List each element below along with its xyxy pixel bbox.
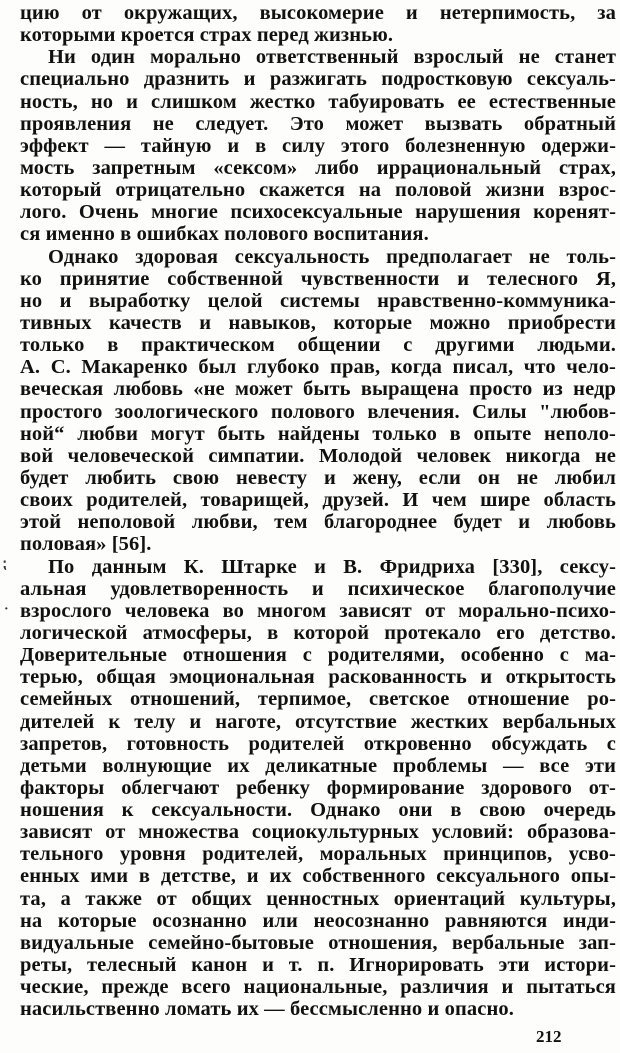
text-line: семейных отношений, терпимое, светское отношение ро- (20, 688, 616, 711)
text-line: который отрицательно скажется на половой жизни взрос- (20, 179, 616, 202)
text-line: А. С. Макаренко был глубоко прав, когда писал, что чело- (20, 356, 616, 379)
text-line: ко принятие собственной чувственности и телесного Я, (20, 267, 616, 290)
text-line: этой неполовой любви, тем благороднее будет и любовь (20, 511, 616, 534)
text-line: будет любить свою невесту и жену, если он не любил (20, 466, 616, 489)
page-number: 212 (536, 1027, 562, 1046)
text-line: дителей к телу и наготе, отсутствие жестких вербальных (20, 710, 616, 733)
text-line: насильственно ломать их — бессмысленно и опасно. (20, 998, 514, 1021)
text-line: детьми волнующие их деликатные проблемы — все эти (20, 754, 616, 777)
text-line: Однако здоровая сексуальность предполагает не толь- (48, 245, 616, 268)
text-line: ношения к сексуальности. Однако они в свою очередь (20, 799, 616, 822)
text-line: Доверительные отношения с родителями, особенно с ма- (20, 644, 616, 667)
body-text (20, 2, 616, 1020)
text-line: только в практическом общении с другими людьми. (20, 334, 616, 357)
text-line: на которые осознанно или неосознанно равняются инди- (20, 909, 616, 932)
text-line: запретов, готовность родителей откровенно обсуждать с (20, 732, 616, 755)
text-line: альная удовлетворенность и психическое благополучие (20, 577, 616, 600)
margin-mark: · (4, 602, 9, 617)
text-line: простого зоологического полового влечения. Силы "любов- (20, 400, 616, 423)
text-line: цию от окружащих, высокомерие и нетерпимость, за (20, 2, 616, 24)
text-line: ной“ любви могут быть найдены только в опыте неполо- (20, 422, 616, 445)
text-line: енных ими в детстве, и их собственного сексуального опы- (20, 865, 616, 888)
text-line: факторы облегчают ребенку формирование здорового от- (20, 776, 616, 799)
text-line: Ни один морально ответственный взрослый не станет (48, 46, 616, 69)
text-line: та, а также от общих ценностных ориентаций культуры, (20, 887, 616, 910)
text-line: но и выработку целой системы нравственно-коммуника- (20, 289, 616, 312)
text-line: которыми кроется страх перед жизнью. (20, 24, 394, 47)
text-line: лого. Очень многие психосексуальные нарушения коренят- (20, 201, 616, 224)
text-line: видуальные семейно-бытовые отношения, вербальные зап- (20, 931, 616, 954)
text-line: ся именно в ошибках полового воспитания. (20, 223, 429, 246)
text-line: тивных качеств и навыков, которые можно приобрести (20, 311, 616, 334)
text-line: мость запретным «сексом» либо иррациональный страх, (20, 156, 616, 179)
text-line: веческая любовь «не может быть выращена просто из недр (20, 378, 616, 401)
text-line: вой человеческой симпатии. Молодой человек никогда не (20, 444, 616, 467)
text-line: ность, но и слишком жестко табуировать ее естественные (20, 90, 616, 113)
text-line: взрослого человека во многом зависят от морально-психо- (20, 599, 616, 622)
text-line: проявления не следует. Это может вызвать обратный (20, 112, 616, 135)
margin-mark: ⁏ (2, 557, 7, 572)
text-line: эффект — тайную и в силу этого болезненную одержи- (20, 134, 616, 157)
text-line: По данным К. Штарке и В. Фридриха [330], сексу- (48, 555, 616, 578)
text-line: реты, телесный канон и т. п. Игнорировать эти истори- (20, 954, 616, 977)
text-line: специально дразнить и разжигать подростковую сексуаль- (20, 68, 616, 91)
text-line: логической атмосферы, в которой протекало его детство. (20, 621, 616, 644)
text-line: половая» [56]. (20, 533, 152, 556)
text-line: ческие, прежде всего национальные, различия и пытаться (20, 976, 616, 999)
text-line: терью, общая эмоциональная раскованность и открытость (20, 666, 616, 689)
text-line: зависят от множества социокультурных условий: образова- (20, 821, 616, 844)
text-line: своих родителей, товарищей, друзей. И чем шире область (20, 489, 616, 512)
text-line: тельного уровня родителей, моральных принципов, усво- (20, 843, 616, 866)
